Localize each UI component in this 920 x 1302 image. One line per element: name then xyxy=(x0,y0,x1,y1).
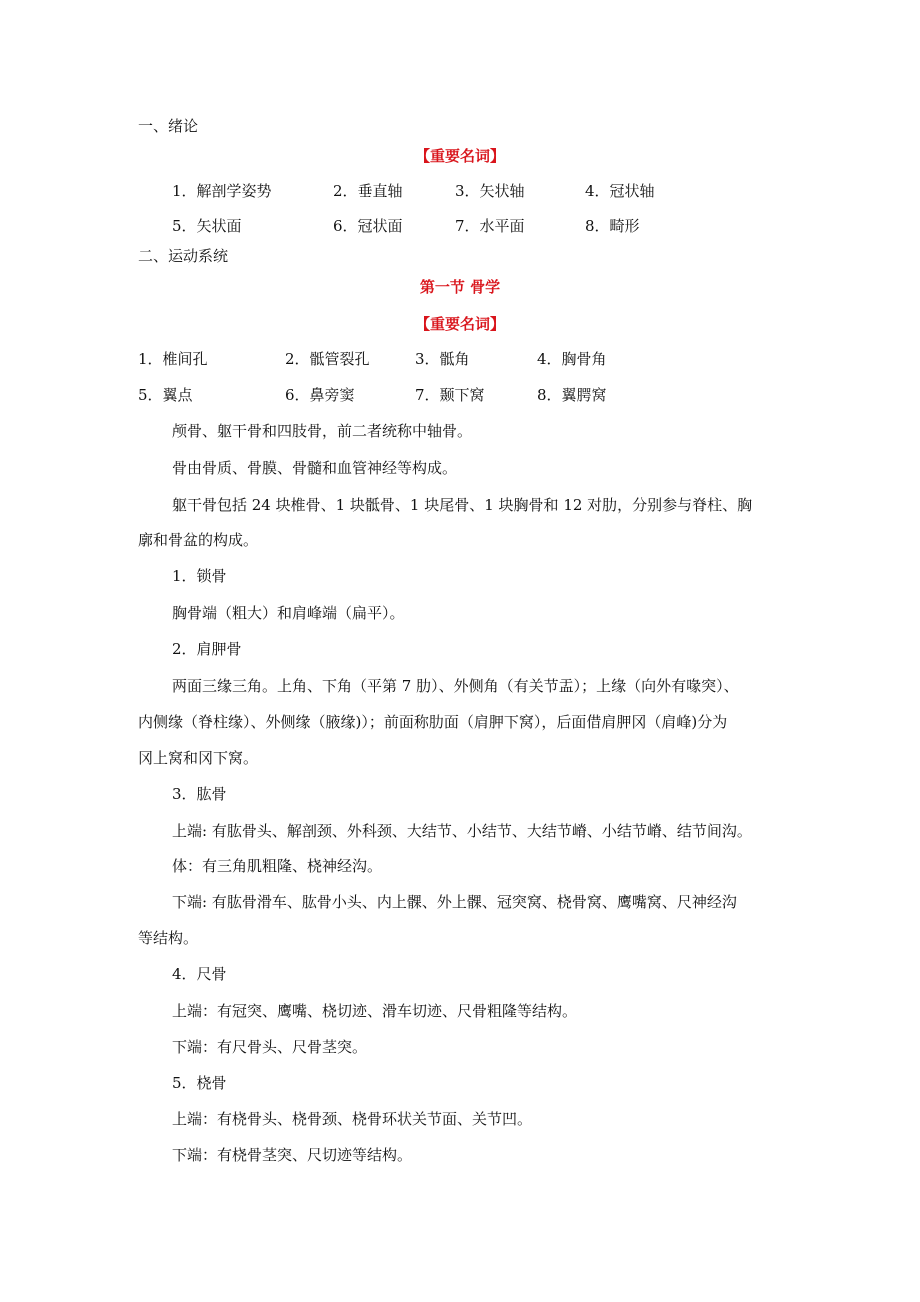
term-item: 3．骶角 xyxy=(415,350,470,368)
term-item: 8．翼腭窝 xyxy=(537,386,607,404)
paragraph: 躯干骨包括 24 块椎骨、1 块骶骨、1 块尾骨、1 块胸骨和 12 对肋，分别参与脊柱、胸 xyxy=(172,496,753,514)
paragraph: 骨由骨质、骨膜、骨髓和血管神经等构成。 xyxy=(172,459,458,477)
term-item: 5．矢状面 xyxy=(172,217,242,235)
motor-heading: 二、运动系统 xyxy=(138,247,229,265)
term-item: 4．胸骨角 xyxy=(537,350,607,368)
term-item: 7．颞下窝 xyxy=(415,386,485,404)
term-item: 3．矢状轴 xyxy=(455,182,525,200)
term-item: 6．冠状面 xyxy=(333,217,403,235)
key-terms-label-bone: 【重要名词】 xyxy=(414,315,505,333)
paragraph: 等结构。 xyxy=(138,929,199,947)
subheading-humerus: 3．肱骨 xyxy=(172,785,227,803)
term-item: 6．鼻旁窦 xyxy=(285,386,355,404)
paragraph: 上端：有桡骨头、桡骨颈、桡骨环状关节面、关节凹。 xyxy=(172,1110,533,1128)
subheading-scapula: 2．肩胛骨 xyxy=(172,640,242,658)
term-item: 8．畸形 xyxy=(585,217,640,235)
paragraph: 体：有三角肌粗隆、桡神经沟。 xyxy=(172,857,383,875)
bone-section-title: 第一节 骨学 xyxy=(419,278,501,296)
term-item: 4．冠状轴 xyxy=(585,182,655,200)
paragraph: 两面三缘三角。上角、下角（平第 7 肋）、外侧角（有关节盂）；上缘（向外有喙突）、 xyxy=(172,677,739,695)
subheading-ulna: 4．尺骨 xyxy=(172,965,227,983)
paragraph: 下端：有桡骨茎突、尺切迹等结构。 xyxy=(172,1146,413,1164)
term-item: 2．垂直轴 xyxy=(333,182,403,200)
paragraph: 上端：有冠突、鹰嘴、桡切迹、滑车切迹、尺骨粗隆等结构。 xyxy=(172,1002,578,1020)
paragraph: 冈上窝和冈下窝。 xyxy=(138,749,259,767)
term-item: 1．椎间孔 xyxy=(138,350,208,368)
subheading-clavicle: 1．锁骨 xyxy=(172,567,227,585)
term-item: 7．水平面 xyxy=(455,217,525,235)
term-item: 5．翼点 xyxy=(138,386,193,404)
paragraph: 下端: 有肱骨滑车、肱骨小头、内上髁、外上髁、冠突窝、桡骨窝、鹰嘴窝、尺神经沟 xyxy=(172,893,737,911)
paragraph: 胸骨端（粗大）和肩峰端（扁平）。 xyxy=(172,604,405,622)
paragraph: 下端：有尺骨头、尺骨茎突。 xyxy=(172,1038,368,1056)
paragraph: 内侧缘（脊柱缘）、外侧缘（腋缘)）；前面称肋面（肩胛下窝），后面借肩胛冈（肩峰)分为 xyxy=(138,713,728,731)
paragraph: 廓和骨盆的构成。 xyxy=(138,531,259,549)
paragraph: 上端: 有肱骨头、解剖颈、外科颈、大结节、小结节、大结节嵴、小结节嵴、结节间沟。 xyxy=(172,822,752,840)
term-item: 1．解剖学姿势 xyxy=(172,182,272,200)
key-terms-label-intro: 【重要名词】 xyxy=(414,147,505,165)
paragraph: 颅骨、躯干骨和四肢骨，前二者统称中轴骨。 xyxy=(172,422,473,440)
subheading-radius: 5．桡骨 xyxy=(172,1074,227,1092)
intro-heading: 一、绪论 xyxy=(138,117,199,135)
term-item: 2．骶管裂孔 xyxy=(285,350,370,368)
